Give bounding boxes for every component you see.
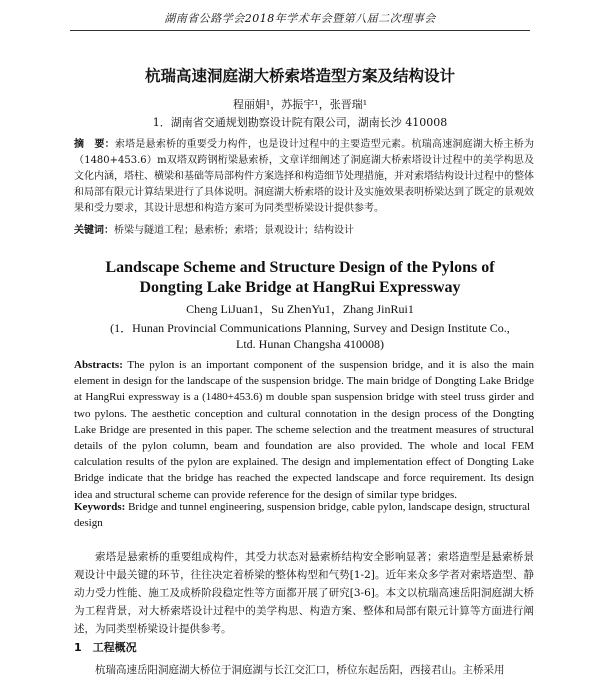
english-affiliation: (1．Hunan Provincial Communications Planning, Survey and Design Institute Co., Ltd. Hunan Changsha 410008)	[110, 321, 510, 351]
english-keywords-label: Keywords:	[74, 501, 126, 513]
english-keywords	[74, 499, 534, 531]
chinese-authors: 程丽娟¹，苏振宇¹，张晋瑞¹	[232, 98, 368, 111]
chinese-keywords-label: 关键词：	[74, 225, 114, 236]
chinese-abstract-label: 摘 要：	[74, 139, 115, 150]
section-heading: 1 工程概况	[74, 641, 137, 654]
english-authors: Cheng LiJuan1，Su ZhenYu1，Zhang JinRui1	[186, 302, 414, 316]
header-divider	[70, 30, 530, 31]
english-keywords-text: Bridge and tunnel engineering, suspension bridge, cable pylon, landscape design, structural design	[74, 501, 531, 529]
english-title: Landscape Scheme and Structure Design of the Pylons of Dongting Lake Bridge at HangRui Expressway	[105, 259, 495, 296]
english-abstract-text: The pylon is an important component of the suspension bridge, and it is also the main element in design for the landscape of the suspension bridge. The main bridge of Dongting Lake Bridge at HangRui expressway is a (1480+453.6) m double span suspension bridge with steel truss girder and two pylons. The aesthetic conception and cultural connotation in the design process of the Dongting Lake Bridge are presented in this paper. The scheme selection and the treatment measures of structural details of the pylon column, beam and foundation are also provided. The whole and local FEM calculation results of the pylon are explained. The design and implementation effect of Dongting Lake Bridge indicate that the bridge has reached the expected landscape and force requirement. Its design idea and structural scheme can provide reference for the design of similar type bridges.	[74, 359, 534, 501]
english-abstract	[74, 357, 534, 503]
chinese-affiliation: 1．湖南省交通规划勘察设计院有限公司，湖南长沙 410008	[152, 116, 448, 129]
running-header: 湖南省公路学会2018年学术年会暨第八届二次理事会	[164, 12, 436, 25]
chinese-keywords	[74, 223, 534, 239]
chinese-keywords-text: 桥梁与隧道工程；悬索桥；索塔；景观设计；结构设计	[114, 225, 354, 236]
english-abstract-label: Abstracts:	[74, 359, 123, 371]
chinese-title: 杭瑞高速洞庭湖大桥索塔造型方案及结构设计	[144, 67, 455, 85]
chinese-abstract-text: 索塔是悬索桥的重要受力构件，也是设计过程中的主要造型元素。杭瑞高速洞庭湖大桥主桥为（1480+453.6）m双塔双跨钢桁梁悬索桥，文章详细阐述了洞庭湖大桥索塔设计过程中的美学构思及文化内涵，塔柱、横梁和基础等局部构件方案选择和构造细节处理措施，并对索塔结构设计过程中的整体和局部有限元计算结果进行了具体说明。洞庭湖大桥索塔的设计及实施效果表明桥梁达到了既定的景观效果和受力要求，其设计思想和构造方案可为同类型桥梁设计提供参考。	[74, 139, 535, 214]
section-body-text: 杭瑞高速岳阳洞庭湖大桥位于洞庭湖与长江交汇口，桥位东起岳阳，西接君山。主桥采用	[95, 664, 505, 676]
intro-paragraph: 索塔是悬索桥的重要组成构件，其受力状态对悬索桥结构安全影响显著；索塔造型是悬索桥景观设计中最关键的环节，往往决定着桥梁的整体构型和气势[1-2]。近年来众多学者对索塔造型、静动力受力性能、施工及成桥阶段稳定性等方面都开展了研究[3-6]。本文以杭瑞高速岳阳洞庭湖大桥为工程背景，对大桥索塔设计过程中的美学构思、构造方案、整体和局部有限元计算等方面进行阐述，为同类型桥梁设计提供参考。	[74, 551, 534, 635]
chinese-abstract	[74, 137, 534, 217]
